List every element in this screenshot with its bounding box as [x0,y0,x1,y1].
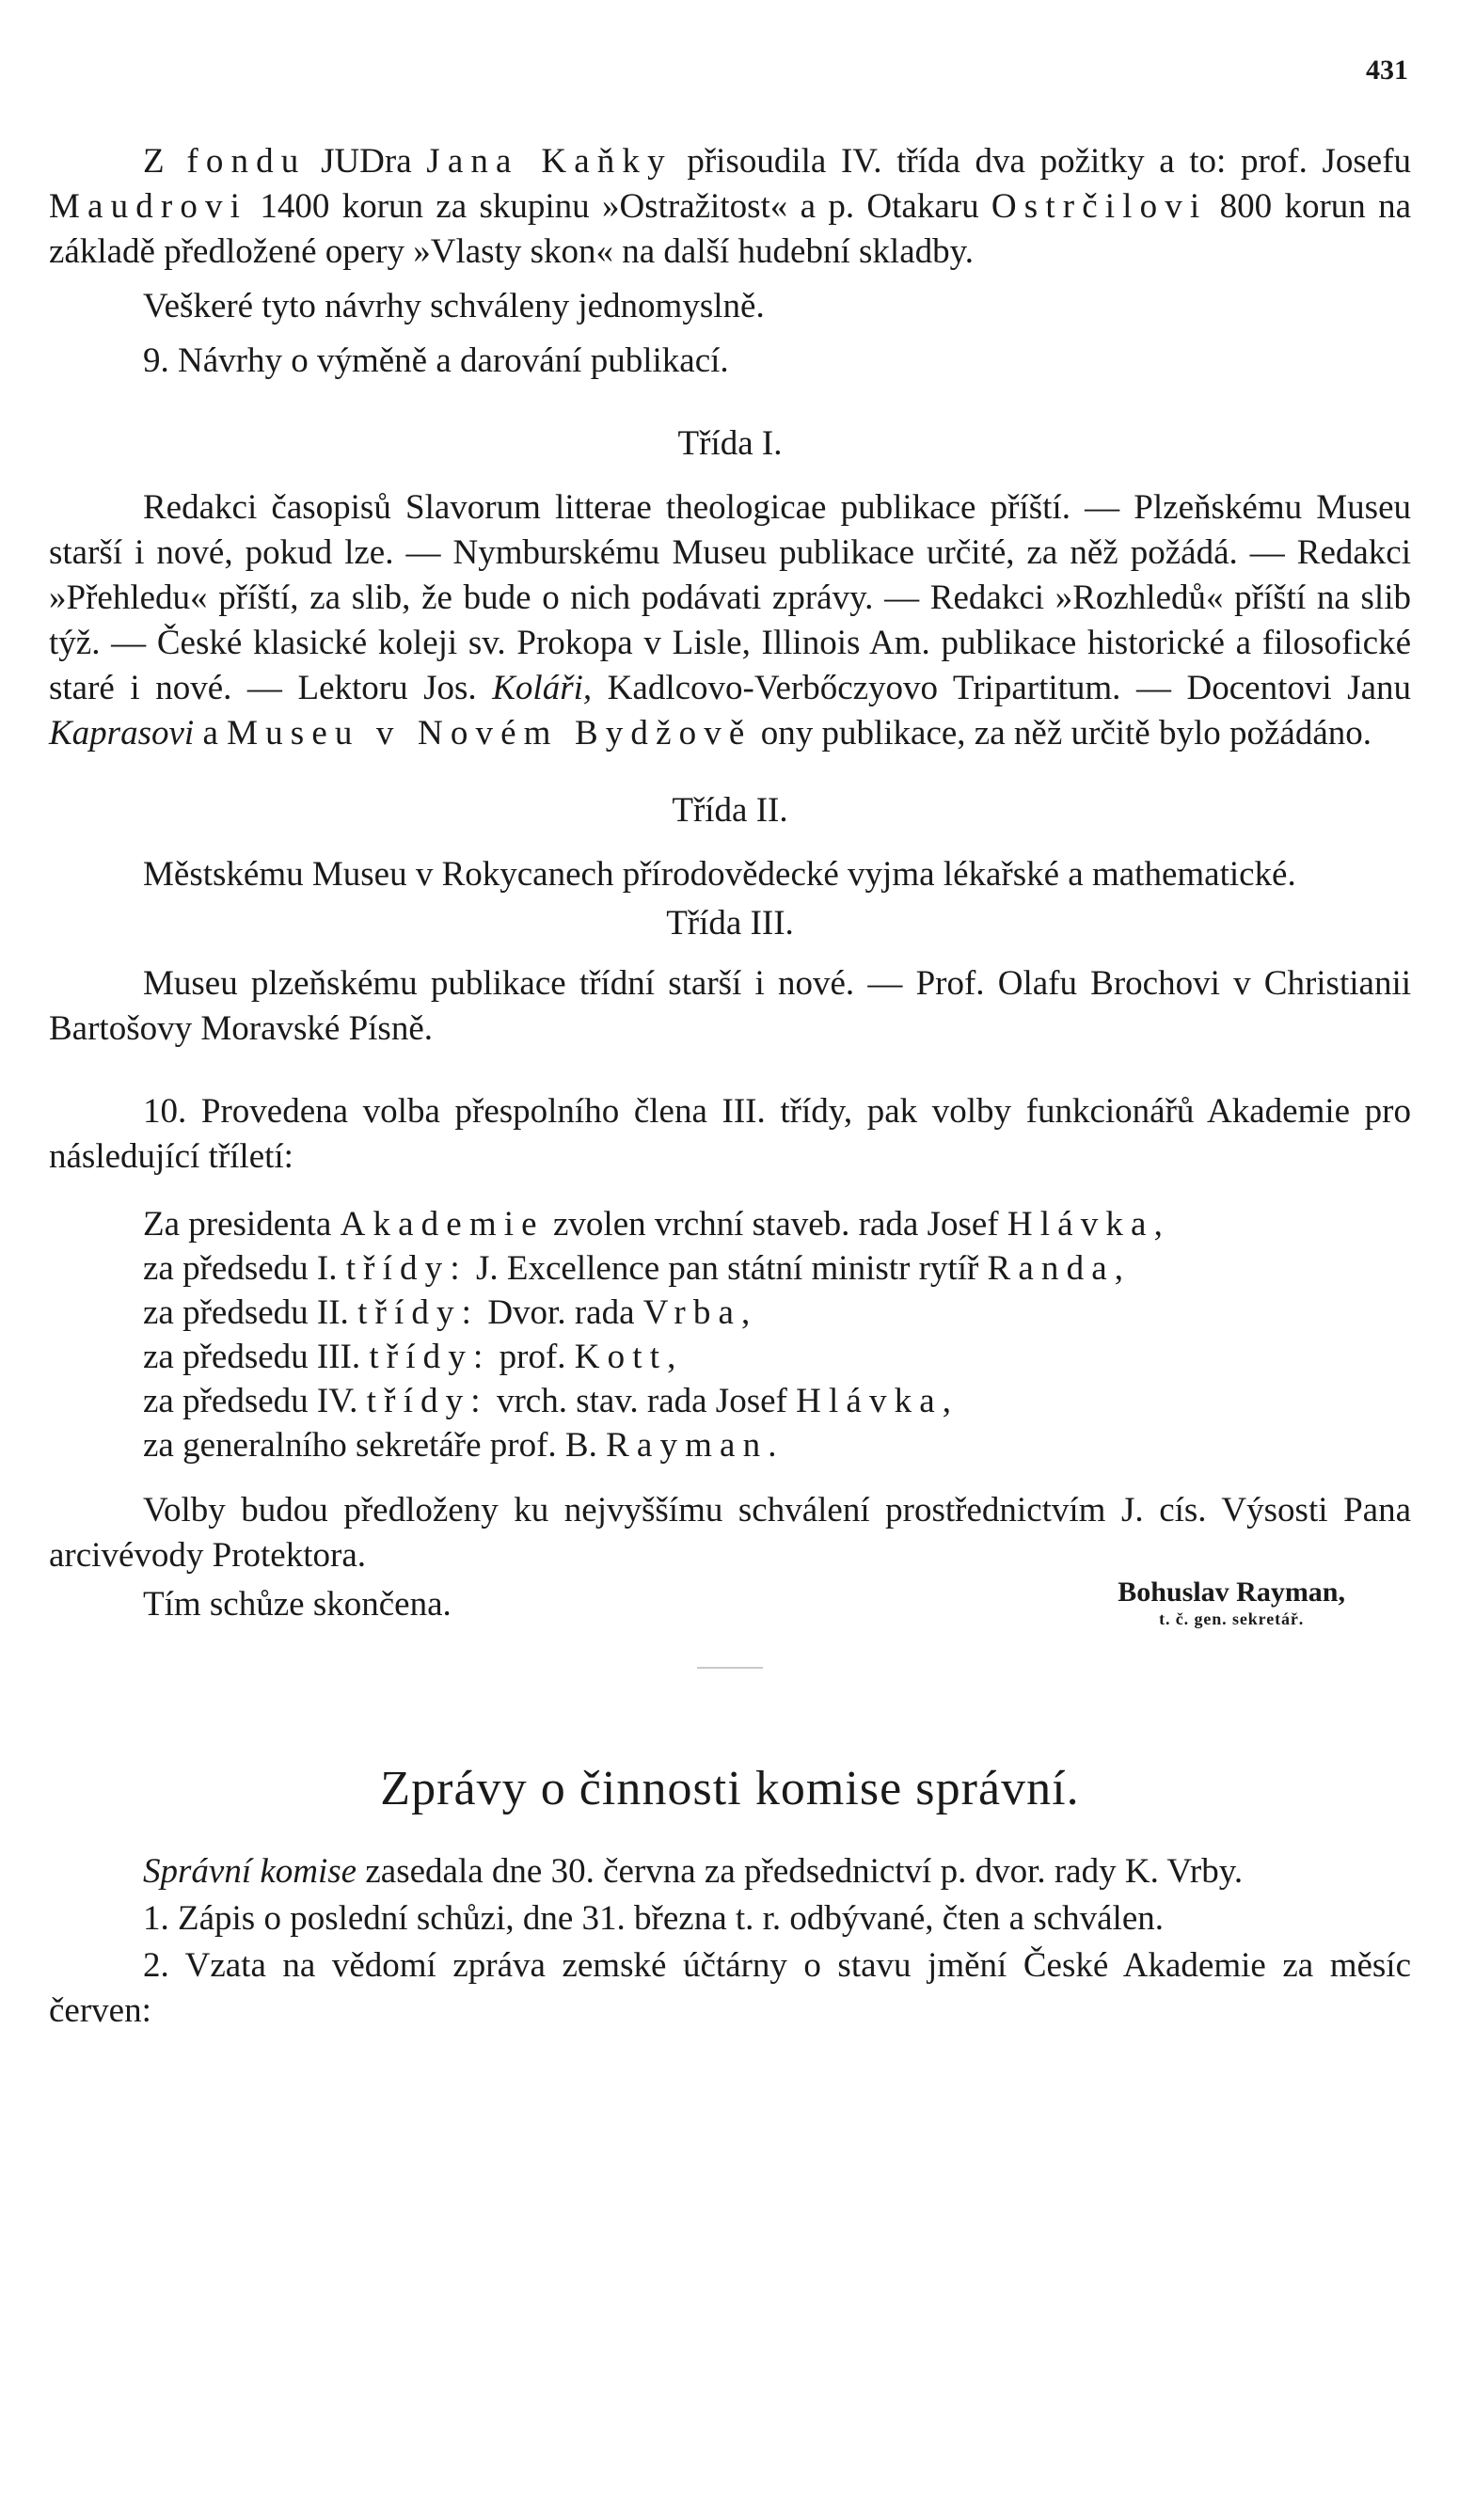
document-body [49,139,1411,2034]
paragraph-item-9: 9. Návrhy o výměně a darování publikací. [143,341,729,380]
paragraph-item-2: 2. Vzata na vědomí zpráva zemské účtárny o stavu jmění České Akademie za měsíc červen: [49,1946,1411,2030]
text-fragment: ony publikace, za něž určitě bylo požádáno. [760,714,1372,753]
paragraph-class-2: Městskému Museu v Rokycanech přírodovědecké vyjma lékařské a mathematické. [143,855,1296,894]
list-item: za předsedu IV. třídy: vrch. stav. rada Josef Hlávka, [143,1382,959,1420]
text-fragment: Jana Kaňky [426,142,673,181]
list-item: za předsedu III. třídy: prof. Kott, [143,1338,684,1376]
signature-block [1118,1577,1345,1629]
closing-row [49,1577,1411,1628]
signature-title: t. č. gen. sekretář. [1159,1609,1305,1628]
paragraph-item-1: 1. Zápis o poslední schůzi, dne 31. března t. r. odbývané, čten a schválen. [143,1899,1165,1938]
text-fragment: Museu v Novém Bydžově [227,714,753,753]
paragraph-approved: Veškeré tyto návrhy schváleny jednomyslně. [143,287,765,325]
text-fragment: Kolářі, [492,669,593,707]
divider [697,1667,763,1669]
text-fragment: 1400 korun za skupinu »Ostražitost« a p. Otakaru [260,187,979,226]
text-fragment: Z [143,142,172,181]
text-fragment: Kadlcovo-Verbőczyovo Tripartitum. — Docentovi Janu [607,669,1412,707]
paragraph-prize [49,139,1411,275]
list-item: za předsedu I. třídy: J. Excellence pan státní ministr rytíř Randa, [143,1249,1132,1288]
text-fragment: 800 korun na základě předložené opery »Vlasty skon« na další hudební skladby. [49,187,1412,271]
section-title: Zprávy o činnosti komise správní. [380,1762,1080,1815]
text-fragment: Ostrčilovi [991,187,1208,226]
officers-list [49,1202,1411,1467]
heading-class-2: Třída II. [672,791,788,830]
signature-name: Bohuslav Rayman, [1118,1577,1345,1608]
heading-class-1: Třída I. [677,424,783,463]
paragraph-closing: Tím schůze skončena. [143,1585,452,1624]
text-fragment: Kaprasovi [49,714,195,753]
text-fragment: Redakci časopisů Slavorum litterae theologicae publikace příští. — Plzeňskému Museu starší i nové, pokud lze. — Nymburskému Museu publikace určité, za něž požádá. — Redakci »Přehledu« příští, za slib, že bude o nich podávati zprávy. — Redakci »Rozhledů« příští na slib týž. — České klasické koleji sv. Prokopa v Lisle, Illinois Am. publikace historické a filosofické staré i nové. — Lektoru Jos. [49,488,1411,707]
paragraph-class-1 [49,485,1411,756]
text-fragment: Maudrovi [49,187,248,226]
text-fragment: fondu [186,142,307,181]
text-fragment: přisoudila IV. třída dva požitky a to: prof. Josefu [687,142,1412,181]
list-item: za generalního sekretáře prof. B. Rayman. [143,1426,785,1465]
list-item: za předsedu II. třídy: Dvor. rada Vrba, [143,1293,758,1332]
text-fragment: zasedala dne 30. června za předsednictví p. dvor. rady K. Vrby. [365,1852,1244,1891]
list-item: Za presidenta Akademie zvolen vrchní staveb. rada Josef Hlávka, [143,1205,1170,1244]
page-number: 431 [1366,55,1408,86]
paragraph-item-10: 10. Provedena volba přespolního člena III. třídy, pak volby funkcionářů Akademie pro následující tříletí: [49,1092,1411,1176]
heading-class-3: Třída III. [666,904,794,943]
text-fragment: JUDra [321,142,412,181]
paragraph-commission [49,1849,1411,1894]
paragraph-approval: Volby budou předloženy ku nejvyššímu schválení prostřednictvím J. cís. Výsosti Pana arcivévody Protektora. [49,1491,1411,1575]
paragraph-class-3: Museu plzeňskému publikace třídní starší i nové. — Prof. Olafu Brochovi v Christianii Bartošovy Moravské Písně. [49,964,1411,1048]
text-fragment: a [202,714,218,753]
text-fragment: Správní komise [143,1852,357,1891]
